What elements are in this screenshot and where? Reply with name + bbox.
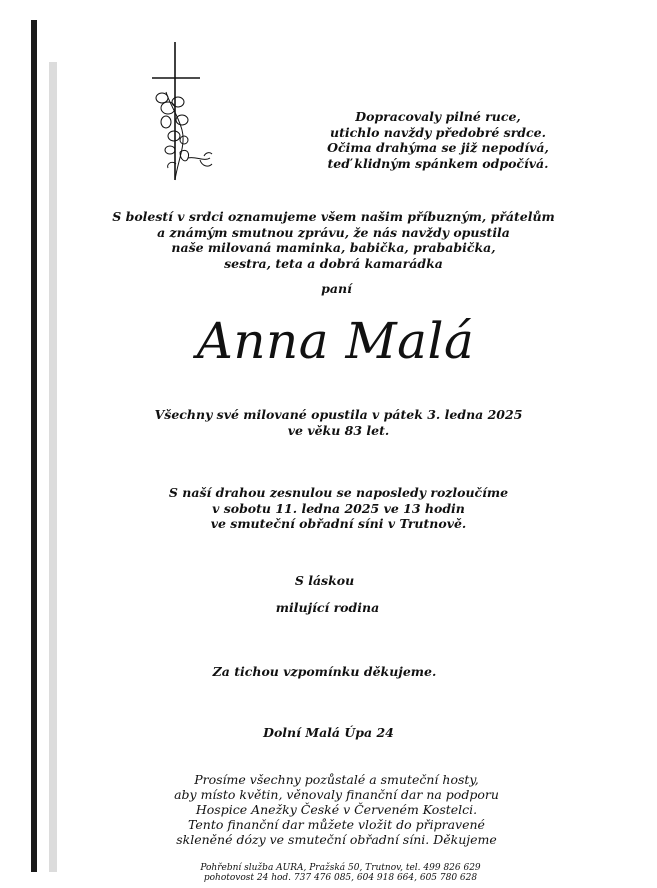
farewell-line: ve smuteční obřadní síni v Trutnově. — [210, 516, 467, 531]
request-line: Hospice Anežky České v Červeném Kostelci. — [195, 802, 478, 817]
intro-line: S bolestí v srdci oznamujeme všem našim příbuzným, přátelům — [112, 209, 555, 224]
death-notice — [10, 407, 657, 438]
request-line: Prosíme všechny pozůstalé a smuteční hosty, — [194, 772, 479, 787]
thanks-line: Za tichou vzpomínku děkujeme. — [212, 664, 437, 679]
verse-line: teď klidným spánkem odpočívá. — [327, 155, 549, 171]
verse — [288, 109, 588, 171]
verse-line: utichlo navždy předobré srdce. — [330, 124, 546, 140]
footer-line: Pohřební služba AURA, Pražská 50, Trutnov, tel. 499 826 629 — [200, 863, 481, 873]
farewell-notice — [10, 485, 657, 532]
request-line: Tento finanční dar můžete vložit do připravené — [188, 817, 485, 832]
black-border-bar — [31, 20, 37, 872]
cross-with-flowers-icon — [148, 40, 218, 182]
footer-line: pohotovost 24 hod. 737 476 085, 604 918 664, 605 780 628 — [203, 873, 478, 883]
farewell-line: v sobotu 11. ledna 2025 ve 13 hodin — [212, 500, 465, 516]
love-line: S láskou — [294, 573, 355, 588]
verse-line: Očima drahýma se již nepodívá, — [327, 140, 549, 155]
request-line: aby místo květin, věnovaly finanční dar na podporu — [174, 787, 499, 802]
grey-border-bar — [49, 62, 57, 872]
deceased-name: Anna Malá — [196, 312, 475, 370]
death-line: Všechny své milované opustila v pátek 3. ledna 2025 — [154, 407, 523, 422]
death-line: ve věku 83 let. — [287, 422, 390, 438]
request-line: skleněné dózy ve smuteční obřadní síni. Děkujeme — [176, 832, 497, 847]
donation-request — [8, 772, 657, 847]
intro-line: a známým smutnou zprávu, že nás navždy opustila — [157, 224, 510, 240]
announcement-intro — [5, 209, 657, 271]
intro-line: sestra, teta a dobrá kamarádka — [224, 255, 443, 271]
address-line: Dolní Malá Úpa 24 — [263, 725, 394, 740]
verse-line: Dopracovaly pilné ruce, — [355, 109, 521, 124]
funeral-service-footer — [12, 863, 657, 883]
farewell-line: S naší drahou zesnulou se naposledy rozloučíme — [168, 485, 509, 500]
family-line: milující rodina — [275, 600, 380, 615]
intro-line: naše milovaná maminka, babička, prababička, — [171, 240, 496, 255]
title-word: paní — [321, 281, 352, 296]
